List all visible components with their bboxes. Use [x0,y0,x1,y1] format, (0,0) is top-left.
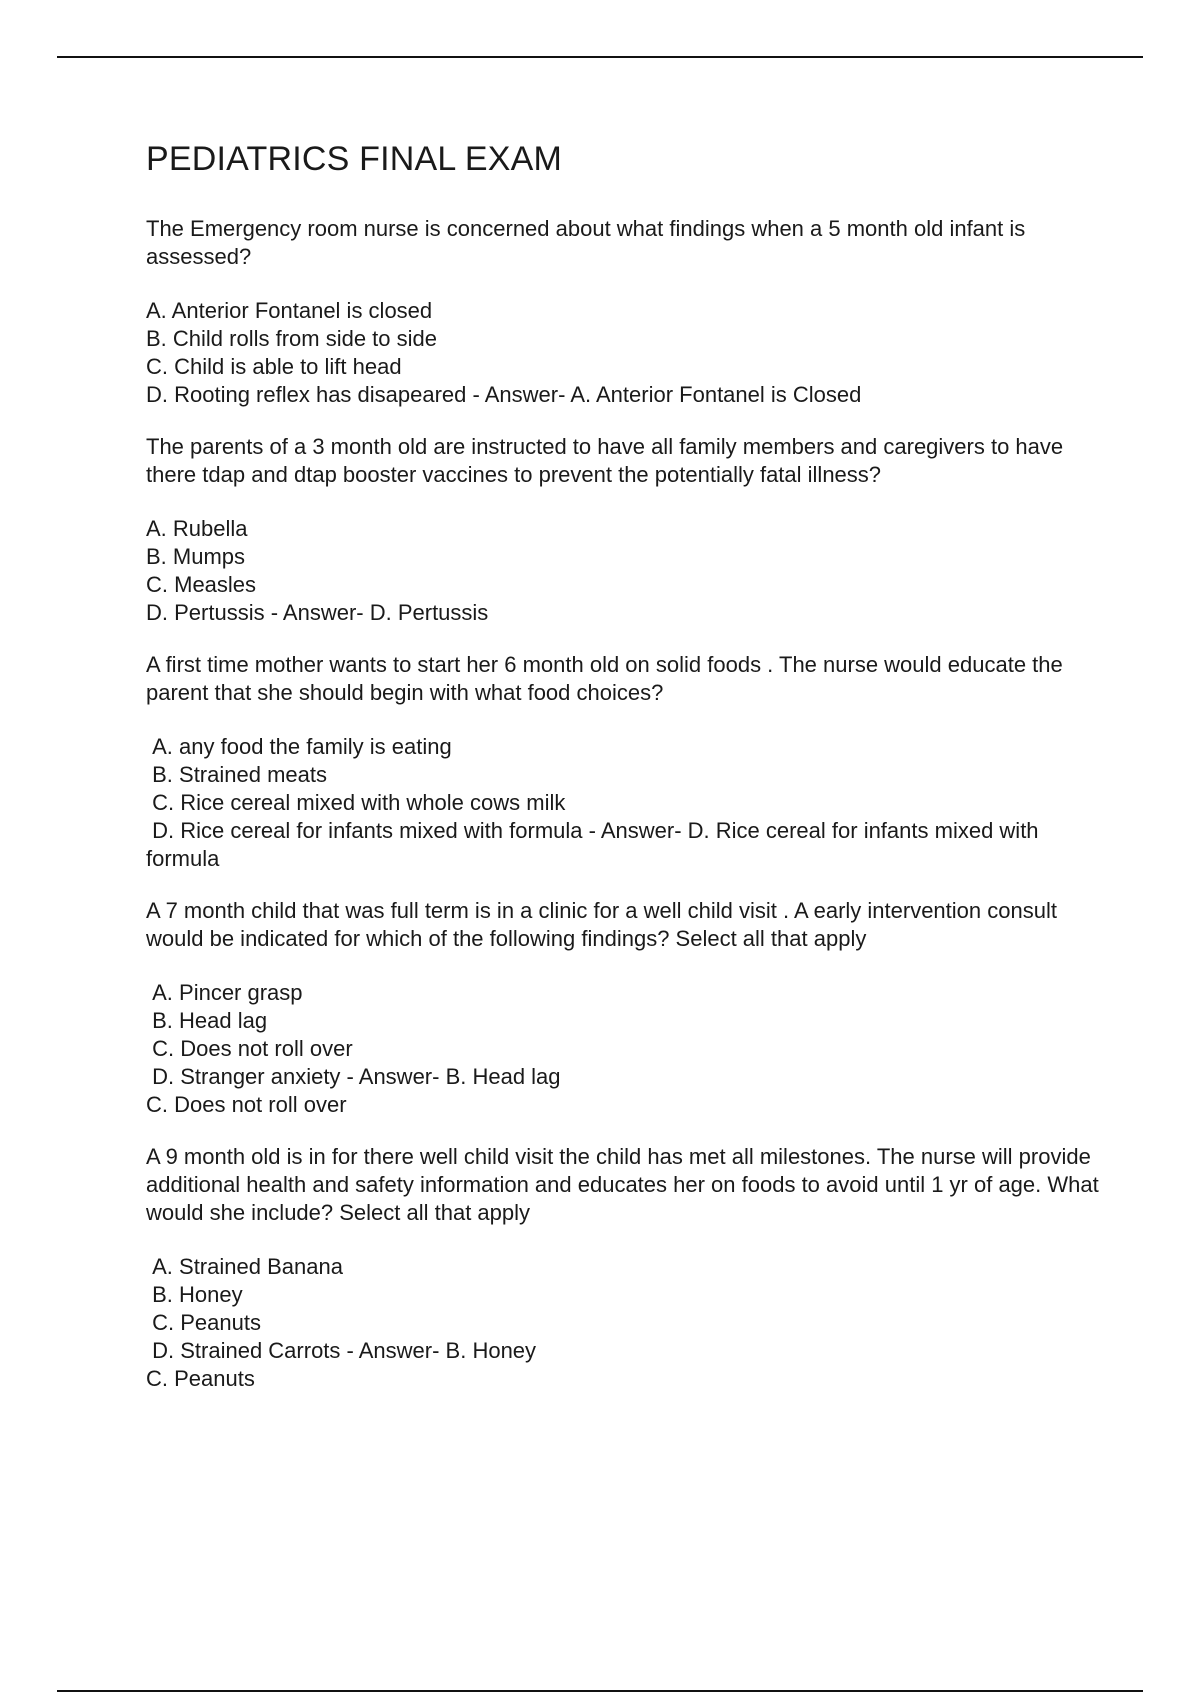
option-line: A. Anterior Fontanel is closed [146,298,433,323]
option-line: C. Rice cereal mixed with whole cows milk [146,790,566,815]
top-divider [57,56,1143,58]
option-line: A. Rubella [146,516,248,541]
option-line: C. Does not roll over [146,1092,347,1117]
question-5 [146,1143,1106,1393]
question-text: A first time mother wants to start her 6 month old on solid foods . The nurse would educate the parent that she should begin with what food choices? [146,652,1063,705]
question-1 [146,215,1106,409]
question-text: A 9 month old is in for there well child visit the child has met all milestones. The nurse will provide additional health and safety information and educates her on foods to avoid until 1 yr of age. What would she include? Select all that apply [146,1144,1099,1225]
option-line: B. Strained meats [146,762,327,787]
question-text: The parents of a 3 month old are instructed to have all family members and caregivers to have there tdap and dtap booster vaccines to prevent the potentially fatal illness? [146,434,1064,487]
option-line: C. Does not roll over [146,1036,353,1061]
option-list [146,979,1106,1119]
option-line: C. Peanuts [146,1366,255,1391]
option-line: D. Strained Carrots - Answer- B. Honey [146,1338,537,1363]
option-list [146,1253,1106,1393]
document-body [146,140,1106,1417]
option-line: B. Head lag [146,1008,268,1033]
option-list [146,515,1106,627]
option-list [146,733,1106,873]
option-line: B. Child rolls from side to side [146,326,437,351]
option-line: D. Rice cereal for infants mixed with formula - Answer- D. Rice cereal for infants mixed with formula [146,818,1045,871]
option-line: C. Peanuts [146,1310,261,1335]
option-line: D. Stranger anxiety - Answer- B. Head lag [146,1064,561,1089]
question-text: The Emergency room nurse is concerned about what findings when a 5 month old infant is assessed? [146,216,1026,269]
question-2 [146,433,1106,627]
page-title: PEDIATRICS FINAL EXAM [146,140,563,178]
option-line: C. Child is able to lift head [146,354,402,379]
question-text: A 7 month child that was full term is in a clinic for a well child visit . A early intervention consult would be indicated for which of the following findings? Select all that apply [146,898,1057,951]
option-line: B. Honey [146,1282,243,1307]
option-line: D. Pertussis - Answer- D. Pertussis [146,600,489,625]
option-line: A. any food the family is eating [146,734,452,759]
question-4 [146,897,1106,1119]
option-line: C. Measles [146,572,257,597]
question-3 [146,651,1106,873]
option-line: B. Mumps [146,544,246,569]
option-line: D. Rooting reflex has disapeared - Answer- A. Anterior Fontanel is Closed [146,382,862,407]
bottom-divider [57,1690,1143,1692]
option-line: A. Pincer grasp [146,980,303,1005]
option-line: A. Strained Banana [146,1254,343,1279]
option-list [146,297,1106,409]
